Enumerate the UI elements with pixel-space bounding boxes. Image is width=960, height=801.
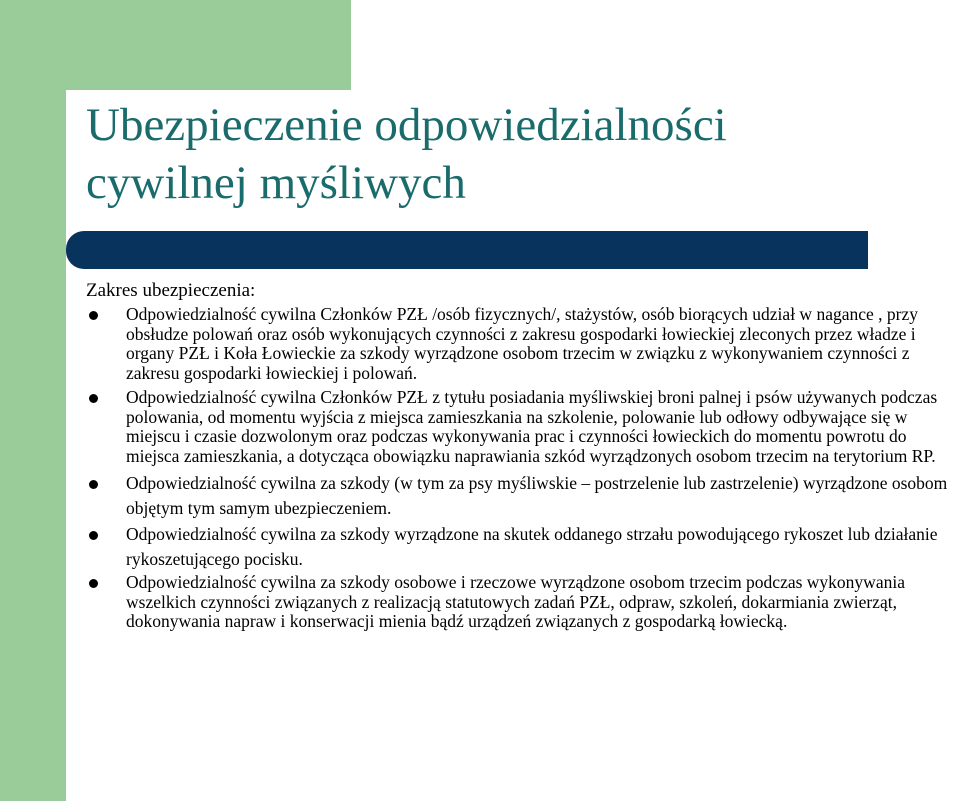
bullet-dot-icon [89,394,98,403]
bullet-text: Odpowiedzialność cywilna za szkody wyrządzone na skutek oddanego strzału powodującego rykoszet lub działanie rykoszetującego pocisku. [126,524,938,569]
left-accent-bar [0,0,66,801]
bullet-item [86,522,960,572]
bullet-item [86,305,960,383]
bullet-list [86,305,960,632]
slide-title [86,96,946,212]
bullet-text: Odpowiedzialność cywilna za szkody (w tym za psy myśliwskie – postrzelenie lub zastrzelenie) wyrządzone osobom objętym tym samym ubezpieczeniem. [126,473,948,518]
bullet-text: Odpowiedzialność cywilna Członków PZŁ /osób fizycznych/, stażystów, osób biorących udział w nagance , przy obsłudze polowań oraz osób wykonujących czynności z zakresu gospodarki łowieckiej zleconych przez władze i organy PZŁ i Koła Łowieckie za szkody wyrządzone osobom trzecim w związku z wykonywaniem czynności z zakresu gospodarki łowieckiej i polowań. [126,304,918,383]
bullet-item [86,388,960,466]
bullet-text: Odpowiedzialność cywilna Członków PZŁ z tytułu posiadania myśliwskiej broni palnej i psów używanych podczas polowania, od momentu wyjścia z miejsca zamieszkania na szkolenie, polowanie lub odłowy odbywające się w miejscu i czasie dozwolonym oraz podczas wykonywania prac i czynności łowieckich do momentu powrotu do miejsca zamieszkania, a dotycząca obowiązku naprawiania szkód wyrządzonych osobom trzecim na terytorium RP. [126,387,938,466]
slide-title-line-2: cywilnej myśliwych [86,157,466,209]
bullet-item [86,573,960,632]
section-label: Zakres ubezpieczenia: [86,280,256,301]
top-accent-block [66,0,351,90]
bullet-dot-icon [89,579,98,588]
slide-body [86,280,960,637]
bullet-item [86,471,960,521]
slide-title-line-1: Ubezpieczenie odpowiedzialności [86,99,727,151]
bullet-dot-icon [89,311,98,320]
title-divider-bar [66,231,868,269]
bullet-text: Odpowiedzialność cywilna za szkody osobowe i rzeczowe wyrządzone osobom trzecim podczas wykonywania wszelkich czynności związanych z realizacją statutowych zadań PZŁ, odpraw, szkoleń, dokarmiania zwierząt, dokonywania napraw i konserwacji mienia bądź urządzeń związanych z gospodarką łowiecką. [126,572,905,631]
bullet-dot-icon [89,531,98,540]
bullet-dot-icon [89,480,98,489]
